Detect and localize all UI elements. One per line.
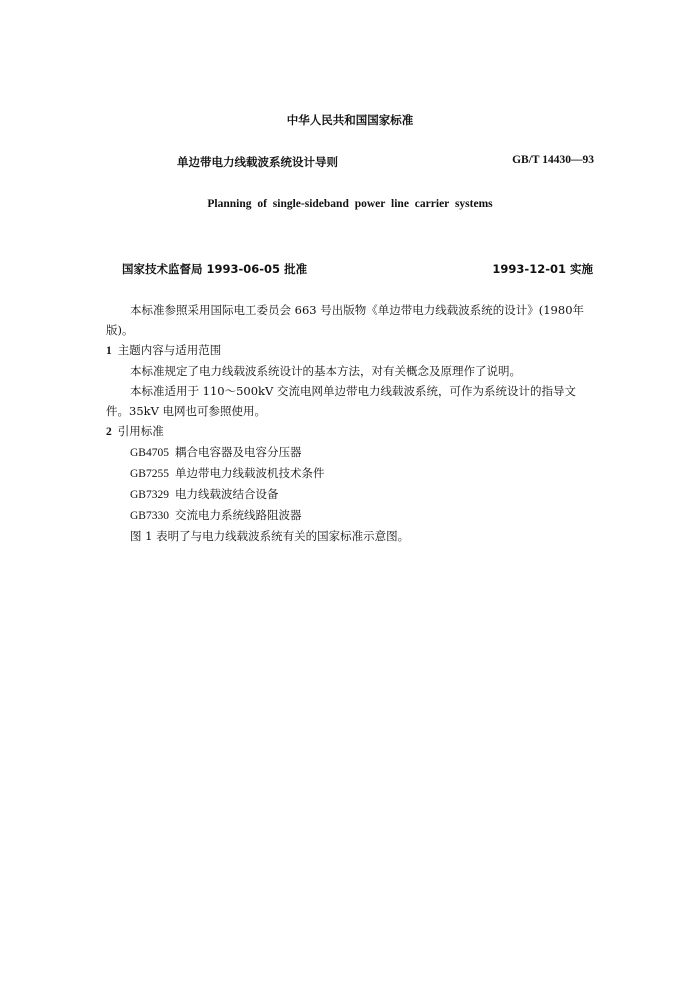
section-title: 主题内容与适用范围: [117, 343, 222, 357]
reference-item: [106, 505, 596, 526]
body-text: [106, 300, 596, 546]
standard-code: GB/T 14430—93: [512, 154, 594, 166]
reference-item: [106, 484, 596, 505]
reference-title: 交流电力系统线路阻波器: [174, 508, 302, 522]
approval-date: 国家技术监督局 1993-06-05 批准: [122, 262, 308, 276]
reference-item: [106, 442, 596, 463]
section-title: 引用标准: [117, 424, 164, 438]
reference-code: GB7330: [130, 510, 169, 522]
reference-code: GB4705: [130, 447, 169, 459]
figure-note: 图 1 表明了与电力线载波系统有关的国家标准示意图。: [130, 529, 410, 543]
section-number: 1: [106, 345, 112, 357]
reference-item: [106, 463, 596, 484]
intro-paragraph: 本标准参照采用国际电工委员会 663 号出版物《单边带电力线载波系统的设计》(1980年版)。: [106, 303, 585, 337]
section-heading-1: [106, 340, 596, 361]
section-number: 2: [106, 426, 112, 438]
section-1-paragraph-2: 本标准适用于 110～500kV 交流电网单边带电力线载波系统，可作为系统设计的指导文件。35kV 电网也可参照使用。: [106, 384, 576, 418]
reference-code: GB7255: [130, 468, 169, 480]
standard-title-cn: 单边带电力线载波系统设计导则: [177, 155, 338, 169]
section-heading-2: [106, 421, 596, 442]
reference-title: 电力线载波结合设备: [174, 487, 279, 501]
reference-title: 单边带电力线载波机技术条件: [174, 466, 325, 480]
effective-date: 1993-12-01 实施: [492, 262, 593, 276]
reference-title: 耦合电容器及电容分压器: [174, 445, 302, 459]
section-1-paragraph-1: 本标准规定了电力线载波系统设计的基本方法，对有关概念及原理作了说明。: [130, 364, 521, 378]
reference-code: GB7329: [130, 489, 169, 501]
standard-title-en: Planning of single-sideband power line carrier systems: [207, 198, 493, 210]
national-standard-label: 中华人民共和国国家标准: [286, 113, 414, 127]
